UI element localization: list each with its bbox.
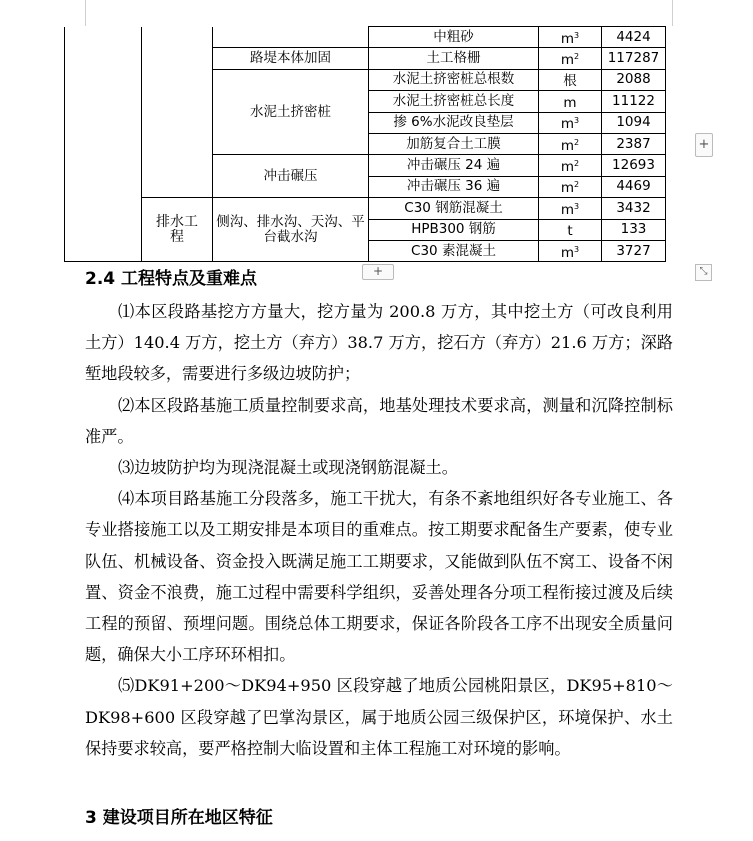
table-qty-cell[interactable]: 2387 [602,133,666,154]
section-2-4-body [85,296,673,764]
table-unit-cell[interactable] [539,112,602,133]
table-item-cell[interactable]: 中粗砂 [369,27,539,48]
table-qty-cell[interactable]: 4469 [602,176,666,197]
table-qty-cell[interactable]: 2088 [602,69,666,90]
unit-base: m [563,94,577,111]
table-item-cell[interactable]: 土工格栅 [369,48,539,69]
table-unit-cell[interactable] [539,48,602,69]
unit-sup: 3 [574,116,580,126]
table-unit-cell[interactable] [539,198,602,219]
table-qty-cell[interactable]: 4424 [602,27,666,48]
table-row [65,198,666,219]
unit-sup: 2 [574,159,580,169]
table-qty-cell[interactable]: 3727 [602,240,666,261]
section-heading-3: 3 建设项目所在地区特征 [85,808,273,828]
table-item-cell[interactable]: 加筋复合土工膜 [369,133,539,154]
unit-sup: 2 [574,52,580,62]
table-item-cell[interactable]: 水泥土挤密桩总根数 [369,69,539,90]
table-unit-cell[interactable] [539,69,602,90]
unit-sup: 2 [574,137,580,147]
table-subitem-cell[interactable]: 侧沟、排水沟、天沟、平台截水沟 [213,198,369,262]
unit-base: 根 [563,73,577,90]
table-item-cell[interactable]: 水泥土挤密桩总长度 [369,91,539,112]
table-unit-cell[interactable] [539,91,602,112]
table-resize-handle[interactable]: ⤡ [695,264,712,281]
table-qty-cell[interactable]: 133 [602,219,666,240]
unit-sup: 3 [574,201,580,211]
table-item-cell[interactable]: HPB300 钢筋 [369,219,539,240]
table-subitem-cell[interactable]: 路堤本体加固 [213,48,369,69]
unit-base: m [560,180,575,197]
paragraph: ⑸DK91+200～DK94+950 区段穿越了地质公园桃阳景区，DK95+810～DK98+600 区段穿越了巴掌沟景区，属于地质公园三级保护区，环境保护、水土保持要求较高，要严格控制大临设置和主体工程施工对环境的影响。 [85,676,673,758]
unit-base: m [560,159,575,176]
unit-base: m [560,201,575,218]
section-heading-2-4: 2.4 工程特点及重难点 [85,269,258,289]
unit-base: m [560,52,575,69]
paragraph: ⑷本项目路基施工分段落多，施工干扰大，有条不紊地组织好各专业施工、各专业搭接施工以及工期安排是本项目的重难点。按工期要求配备生产要素，使专业队伍、机械设备、资金投入既满足施工工期要求，又能做到队伍不窝工、设备不闲置、资金不浪费，施工过程中需要科学组织，妥善处理各分项工程衔接过渡及后续工程的预留、预埋问题。围绕总体工期要求，保证各阶段各工序不出现安全质量问题，确保大小工序环环相扣。 [85,489,673,665]
table-item-cell[interactable]: C30 素混凝土 [369,240,539,261]
table-unit-cell[interactable] [539,133,602,154]
paragraph: ⑶边坡防护均为现浇混凝土或现浇钢筋混凝土。 [118,458,458,478]
table-subitem-cell[interactable]: 冲击碾压 [213,155,369,198]
table-unit-cell[interactable] [539,176,602,197]
add-column-button[interactable]: + [695,133,713,157]
page-margin-guide [85,0,673,26]
table-item-cell[interactable]: 掺 6%水泥改良垫层 [369,112,539,133]
table-qty-cell[interactable]: 117287 [602,48,666,69]
quantity-table [64,26,666,262]
unit-base: t [567,223,573,240]
add-row-button[interactable]: + [362,264,394,280]
table-row [65,27,666,48]
unit-sup: 2 [574,180,580,190]
table-category-cell[interactable]: 排水工程 [142,198,213,262]
table-item-cell[interactable]: C30 钢筋混凝土 [369,198,539,219]
table-unit-cell[interactable] [539,240,602,261]
table-qty-cell[interactable]: 1094 [602,112,666,133]
unit-base: m [560,30,575,47]
table-qty-cell[interactable]: 11122 [602,91,666,112]
paragraph: ⑴本区段路基挖方方量大，挖方量为 200.8 万方，其中挖土方（可改良利用土方）140.4 万方，挖土方（弃方）38.7 万方，挖石方（弃方）21.6 万方；深路堑地段较多，需要进行多级边坡防护； [85,302,673,384]
table-group-cell[interactable] [65,27,142,262]
table-item-cell[interactable]: 冲击碾压 36 遍 [369,176,539,197]
table-qty-cell[interactable]: 3432 [602,198,666,219]
table-unit-cell[interactable] [539,27,602,48]
table-item-cell[interactable]: 冲击碾压 24 遍 [369,155,539,176]
unit-base: m [560,116,575,133]
table-category-cell[interactable] [142,27,213,198]
paragraph: ⑵本区段路基施工质量控制要求高，地基处理技术要求高，测量和沉降控制标准严。 [85,395,673,446]
table-unit-cell[interactable] [539,155,602,176]
table-qty-cell[interactable]: 12693 [602,155,666,176]
table-unit-cell[interactable] [539,219,602,240]
unit-sup: 3 [574,244,580,254]
unit-base: m [560,244,575,261]
unit-sup: 3 [574,30,580,40]
unit-base: m [560,137,575,154]
table-subitem-cell[interactable]: 水泥土挤密桩 [213,69,369,155]
table-subitem-cell[interactable] [213,27,369,48]
